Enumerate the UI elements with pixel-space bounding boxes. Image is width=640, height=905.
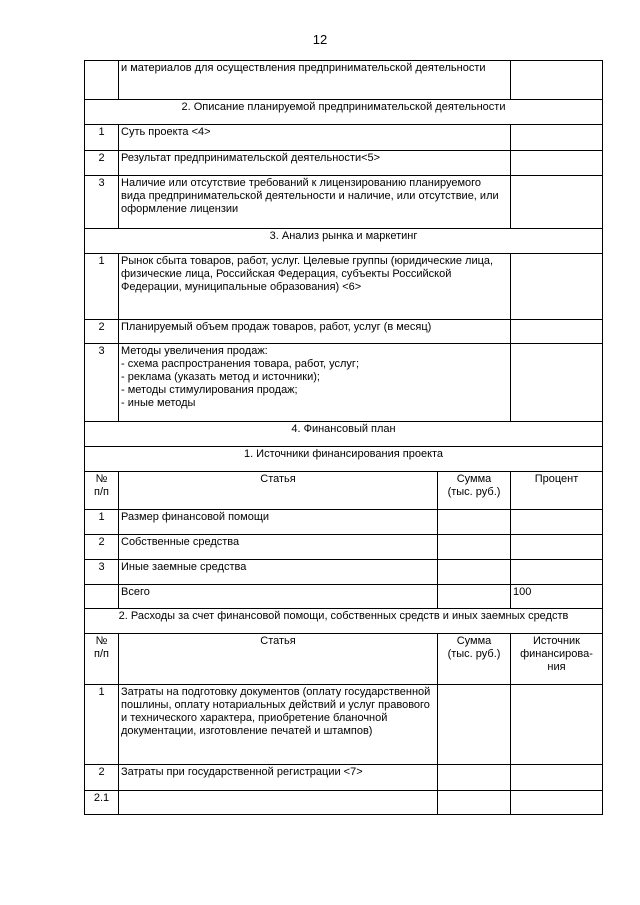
row-number-cell [85, 585, 119, 609]
table-row [85, 791, 603, 815]
value-cell[interactable] [511, 125, 603, 151]
row-text-cell: Собственные средства [119, 535, 438, 560]
header-article: Статья [119, 634, 438, 685]
source-cell[interactable] [511, 791, 603, 815]
percent-cell[interactable] [511, 560, 603, 585]
row-text-cell: Затраты на подготовку документов (оплату государственной пошлины, оплату нотариальных действий и услуг правового и технического характера, приобретение бланочной документации, изготовление печатей и штампов) [119, 685, 438, 765]
total-label: Всего [119, 585, 438, 609]
row-number-cell: 2.1 [85, 791, 119, 815]
value-cell[interactable] [511, 176, 603, 229]
source-cell[interactable] [511, 765, 603, 791]
header-percent: Процент [511, 472, 603, 510]
sum-cell[interactable] [438, 510, 511, 535]
table-row [85, 320, 603, 344]
row-number-cell: 1 [85, 510, 119, 535]
sum-cell[interactable] [438, 685, 511, 765]
percent-cell[interactable] [511, 535, 603, 560]
row-text-cell: Наличие или отсутствие требований к лицензированию планируемого вида предпринимательской деятельности и наличие, или отсутствие, или оформление лицензии [119, 176, 511, 229]
row-number-cell: 3 [85, 176, 119, 229]
value-cell[interactable] [511, 344, 603, 422]
row-text-cell: Результат предпринимательской деятельности<5> [119, 151, 511, 176]
header-num: № п/п [85, 472, 119, 510]
row-text-cell [119, 791, 438, 815]
table-row [85, 510, 603, 535]
row-number-cell: 1 [85, 254, 119, 320]
table-row [85, 344, 603, 422]
percent-cell[interactable] [511, 510, 603, 535]
row-text-cell: Методы увеличения продаж: - схема распространения товара, работ, услуг; - реклама (указать метод и источники); - методы стимулирования продаж; - иные методы [119, 344, 511, 422]
row-text-cell: Размер финансовой помощи [119, 510, 438, 535]
row-number-cell: 1 [85, 685, 119, 765]
table-row [85, 685, 603, 765]
section-header-row [85, 100, 603, 125]
row-text-cell: и материалов для осуществления предпринимательской деятельности [119, 61, 511, 100]
subsection-1-title: 1. Источники финансирования проекта [85, 447, 603, 472]
section-3-title: 3. Анализ рынка и маркетинг [85, 229, 603, 254]
section-header-row [85, 422, 603, 447]
row-number-cell [85, 61, 119, 100]
section-2-title: 2. Описание планируемой предпринимательской деятельности [85, 100, 603, 125]
row-text-cell: Суть проекта <4> [119, 125, 511, 151]
table-row [85, 176, 603, 229]
table-row [85, 151, 603, 176]
table-row [85, 560, 603, 585]
subsection-header-row [85, 447, 603, 472]
sum-cell[interactable] [438, 535, 511, 560]
value-cell[interactable] [511, 320, 603, 344]
total-row [85, 585, 603, 609]
sum-cell[interactable] [438, 585, 511, 609]
row-number-cell: 2 [85, 765, 119, 791]
header-sum: Сумма (тыс. руб.) [438, 634, 511, 685]
column-header-row [85, 634, 603, 685]
value-cell[interactable] [511, 254, 603, 320]
business-plan-table [84, 60, 603, 815]
section-4-title: 4. Финансовый план [85, 422, 603, 447]
table-row [85, 125, 603, 151]
value-cell[interactable] [511, 61, 603, 100]
total-percent: 100 [511, 585, 603, 609]
row-number-cell: 2 [85, 320, 119, 344]
sum-cell[interactable] [438, 791, 511, 815]
header-source: Источник финансирова- ния [511, 634, 603, 685]
section-header-row [85, 229, 603, 254]
sum-cell[interactable] [438, 560, 511, 585]
table-row [85, 61, 603, 100]
row-text-cell: Рынок сбыта товаров, работ, услуг. Целевые группы (юридические лица, физические лица, Российская Федерация, субъекты Российской Федерации, муниципальные образования) <6> [119, 254, 511, 320]
header-sum: Сумма (тыс. руб.) [438, 472, 511, 510]
table-row [85, 535, 603, 560]
subsection-2-title: 2. Расходы за счет финансовой помощи, собственных средств и иных заемных средств [85, 609, 603, 634]
row-number-cell: 1 [85, 125, 119, 151]
row-number-cell: 3 [85, 344, 119, 422]
column-header-row [85, 472, 603, 510]
row-number-cell: 3 [85, 560, 119, 585]
header-num: № п/п [85, 634, 119, 685]
header-article: Статья [119, 472, 438, 510]
row-text-cell: Планируемый объем продаж товаров, работ, услуг (в месяц) [119, 320, 511, 344]
row-number-cell: 2 [85, 535, 119, 560]
value-cell[interactable] [511, 151, 603, 176]
table-row [85, 254, 603, 320]
source-cell[interactable] [511, 685, 603, 765]
page-number: 12 [312, 32, 328, 47]
row-number-cell: 2 [85, 151, 119, 176]
table-row [85, 765, 603, 791]
sum-cell[interactable] [438, 765, 511, 791]
subsection-header-row [85, 609, 603, 634]
row-text-cell: Иные заемные средства [119, 560, 438, 585]
row-text-cell: Затраты при государственной регистрации <7> [119, 765, 438, 791]
